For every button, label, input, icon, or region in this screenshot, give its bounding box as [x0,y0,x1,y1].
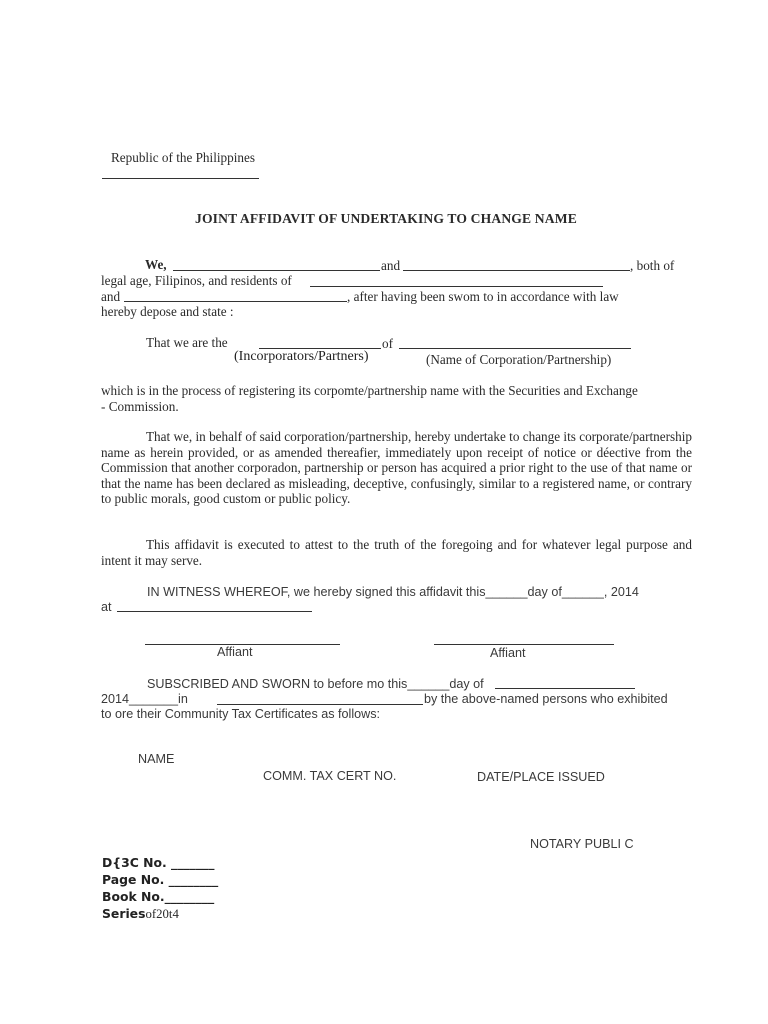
book-no: Book No.________ [102,889,215,904]
header-cert-no: COMM. TAX CERT NO. [263,769,397,783]
series-value: of20t4 [145,907,179,921]
incorporators-label: (Incorporators/Partners) [234,349,369,364]
jurat-line-2-tail: by the above-named persons who exhibited [424,692,668,706]
jurat-line-1: SUBSCRIBED AND SWORN to before mo this______day of [147,677,484,691]
registration-line-1: which is in the process of registering its corpomte/partnership name with the Securities and Exchange [101,383,638,398]
opening-sworn: , after having been swom to in accordance with law [347,289,619,304]
header-underline [102,178,259,179]
undertaking-text: That we, in behalf of said corporation/partnership, hereby undertake to change its corporate/partnership name as herein provided, or as amended thereafier, immediately upon receipt of notice or déective from the Commission that another corporadon, partnership or person has acquired a prior right to the use of that name or that the name has been declared as misleading, deceptive, confusingly, similar to a registered name, or contrary to public morals, good custom or public policy. [101,429,692,507]
opening-and: and [381,258,401,273]
series-label: Series [102,906,146,921]
header-name: NAME [138,752,175,766]
blank-affiant-2 [403,270,630,271]
header-date-place: DATE/PLACE ISSUED [477,770,605,784]
jurat-line-3: to ore their Community Tax Certificates as follows: [101,707,381,721]
notary-public: NOTARY PUBLI C [530,837,634,851]
that-we-are-lead: That we are the [146,335,228,350]
undertaking-paragraph [101,429,692,507]
witness-text: IN WITNESS WHEREOF, we hereby signed this affidavit this______day of______, 2014 [147,585,639,599]
opening-depose: hereby depose and state : [101,304,234,319]
blank-residence-1 [310,286,603,287]
series-line [102,906,179,922]
registration-line-2: - Commission. [101,399,179,414]
affiant-label-right: Affiant [490,646,526,660]
jurat-line-2-year: 2014_______in [101,692,188,706]
opening-residents: legal age, Filipinos, and residents of [101,273,292,288]
corporation-label: (Name of Corporation/Partnership) [426,352,612,367]
purpose-text: This affidavit is executed to attest to the truth of the foregoing and for whatever legal purpose and intent it may serve. [101,537,692,568]
page-no: Page No. ________ [102,872,219,887]
blank-place [117,611,312,612]
blank-corporation [399,348,631,349]
opening-both-of: , both of [630,258,675,273]
blank-residence-2 [124,301,347,302]
affiant-label-left: Affiant [217,645,253,659]
signature-line-right [434,644,614,645]
that-we-are-of: of [382,336,393,351]
doc-no: D{3C No. _______ [102,855,215,870]
purpose-paragraph [101,537,692,568]
witness-at: at [101,600,112,614]
blank-jurat-month [495,688,635,689]
blank-affiant-1 [173,270,380,271]
blank-jurat-place [217,704,423,705]
document-title: JOINT AFFIDAVIT OF UNDERTAKING TO CHANGE NAME [195,211,577,226]
opening-we: We, [145,257,167,272]
country-header: Republic of the Philippines [111,150,255,165]
opening-and-2: and [101,289,121,304]
